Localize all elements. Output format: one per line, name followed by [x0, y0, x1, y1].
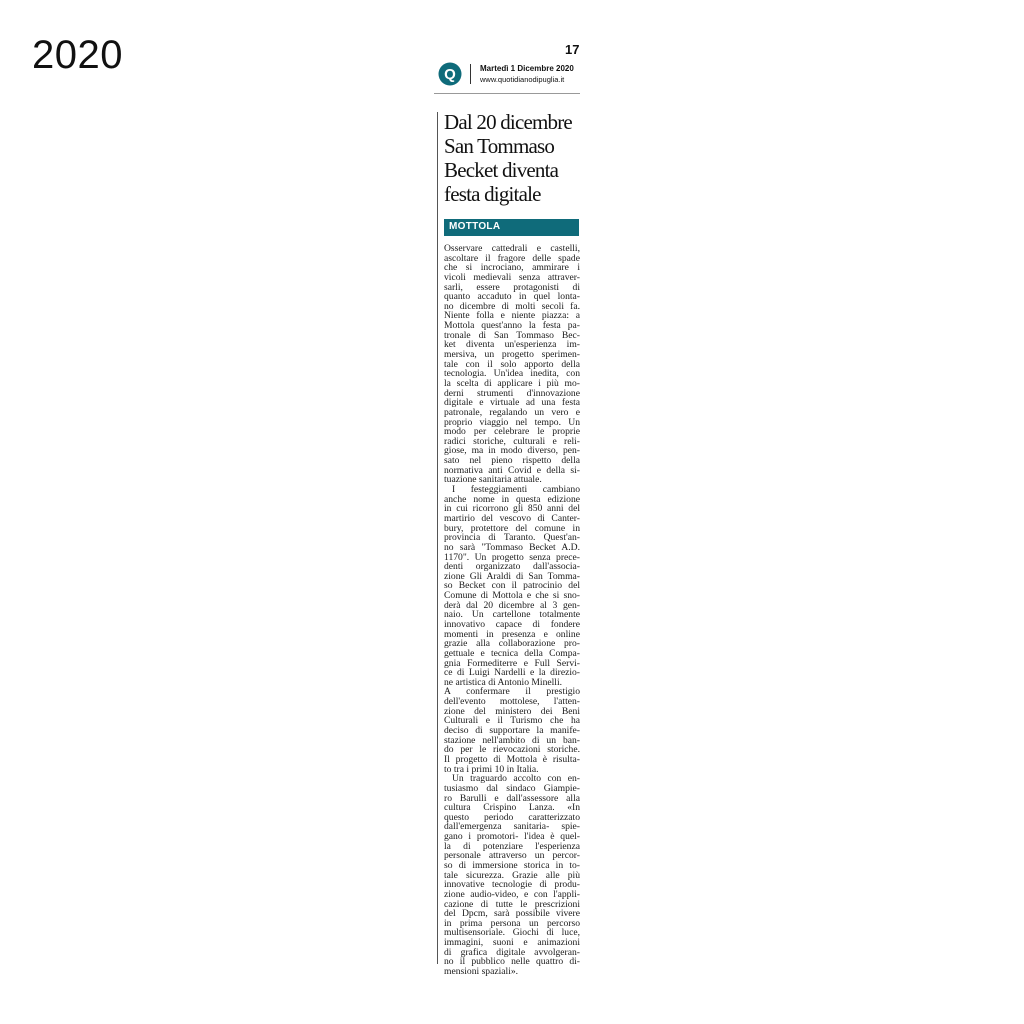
body-line: tale con il solo apporto della — [444, 359, 580, 370]
body-line: no sarà "Tommaso Becket A.D. — [444, 542, 580, 553]
body-line: personale attraverso un percor- — [444, 851, 580, 861]
body-line: Un traguardo accolto con en- — [452, 774, 580, 784]
body-line: ascoltare il fragore delle spade — [444, 253, 580, 264]
body-line: zione audio-video, e con l'appli- — [444, 889, 580, 900]
body-line: in prima persona un percorso — [444, 918, 580, 929]
body-line: vicoli medievali senza attraver- — [444, 272, 580, 283]
article-body — [444, 244, 580, 977]
body-line: 1170". Un progetto senza prece- — [444, 552, 580, 563]
body-line: gnia Formediterre e Full Servi- — [444, 658, 580, 669]
body-line: di grafica digitale avvolgeran- — [444, 947, 580, 958]
body-line: la di potenziare l'esperienza — [444, 841, 580, 852]
body-line: radici storiche, culturali e reli- — [444, 436, 580, 447]
masthead — [434, 60, 580, 90]
body-line: Culturali e il Turismo che ha — [444, 716, 580, 727]
headline-line: Dal 20 dicembre — [444, 110, 572, 134]
body-line: do per le rievocazioni storiche. — [444, 745, 580, 755]
body-line: Niente folla e niente piazza: a — [444, 311, 580, 322]
body-line: derni strumenti d'innovazione — [444, 388, 580, 399]
body-line: patronale, regalando un vero e — [444, 407, 580, 418]
masthead-divider — [470, 64, 471, 84]
body-line: deciso di supportare la manife- — [444, 726, 580, 736]
body-line: anche nome in questa edizione — [444, 494, 580, 505]
body-line: ket diventa un'esperienza im- — [444, 340, 580, 351]
body-line: dall'emergenza sanitaria- spie- — [444, 822, 580, 833]
body-line: naio. Un cartellone totalmente — [444, 610, 580, 620]
body-line: innovativo capace di fondere — [444, 619, 580, 630]
body-line: no il pubblico nelle quattro di- — [444, 957, 580, 968]
page-number: 17 — [565, 42, 580, 57]
body-line: so Becket con il patrocinio del — [444, 581, 580, 592]
body-line: martirio del vescovo di Canter- — [444, 513, 580, 524]
headline-line: San Tommaso — [444, 134, 555, 158]
body-line: sarli, essere protagonisti di — [444, 282, 580, 293]
masthead-url: www.quotidianodipuglia.it — [480, 75, 565, 84]
body-line: stazione nell'ambito di un ban- — [444, 735, 580, 746]
section-bar — [444, 219, 579, 236]
body-line: tecnologia. Un'idea inedita, con — [444, 369, 580, 379]
body-line: Il progetto di Mottola è risulta- — [444, 754, 580, 765]
body-line: tale sicurezza. Grazie alle più — [444, 870, 580, 881]
body-line: proprio viaggio nel tempo. Un — [444, 417, 580, 428]
body-line: mersiva, un progetto sperimen- — [444, 350, 580, 360]
body-line: denti organizzato dall'associa- — [444, 562, 580, 572]
article-left-rule — [437, 112, 438, 964]
body-line: tronale di San Tommaso Bec- — [444, 330, 580, 341]
body-line: cazione di tutte le prescrizioni — [444, 899, 580, 910]
body-line: grazie alla collaborazione pro- — [444, 639, 580, 649]
body-line: ne artistica di Antonio Minelli. — [444, 677, 563, 688]
body-line: no dicembre di molti secoli fa. — [444, 301, 580, 312]
article-headline — [444, 110, 584, 206]
body-line: cultura Crispino Lanza. «In — [444, 803, 580, 813]
logo-letter: Q — [444, 66, 456, 83]
body-line: sato nel pieno rispetto della — [444, 456, 580, 466]
body-line: Osservare cattedrali e castelli, — [444, 244, 580, 254]
body-line: modo per celebrare le proprie — [444, 427, 580, 437]
body-line: gano i promotori- l'idea è quel- — [444, 832, 580, 842]
body-line: dell'evento mottolese, l'atten- — [444, 697, 580, 707]
body-line: tusiasmo dal sindaco Giampie- — [444, 783, 580, 794]
body-line: bury, protettore del comune in — [444, 523, 580, 534]
body-line: giose, ma in modo diverso, pen- — [444, 446, 580, 457]
body-line: questo periodo caratterizzato — [444, 812, 580, 823]
body-line: quanto accaduto in quel lonta- — [444, 292, 580, 302]
body-line: zione del ministero dei Beni — [444, 706, 580, 717]
body-line: so di immersione storica in to- — [444, 861, 580, 871]
body-line: momenti in presenza e online — [444, 629, 580, 640]
body-line: A confermare il prestigio — [444, 687, 580, 698]
body-line: digitale e virtuale ad una festa — [444, 398, 580, 408]
section-label: MOTTOLA — [449, 221, 501, 232]
body-line: normativa anti Covid e della si- — [444, 465, 580, 476]
masthead-date: Martedì 1 Dicembre 2020 — [480, 64, 574, 73]
body-line: mensioni spaziali». — [444, 967, 519, 977]
body-line: del Dpcm, sarà possibile vivere — [444, 909, 580, 919]
body-line: to tra i primi 10 in Italia. — [444, 764, 539, 775]
year-label: 2020 — [32, 33, 123, 77]
body-line: ce di Luigi Nardelli e la direzio- — [444, 668, 580, 678]
body-line: I festeggiamenti cambiano — [452, 485, 580, 495]
body-line: innovative tecnologie di produ- — [444, 880, 580, 890]
body-line: Comune di Mottola e che si sno- — [444, 591, 580, 601]
body-line: tuazione sanitaria attuale. — [444, 475, 542, 486]
headline-line: festa digitale — [444, 182, 541, 206]
body-line: ro Barulli e dall'assessore alla — [444, 793, 580, 804]
body-line: derà dal 20 dicembre al 3 gen- — [444, 600, 580, 611]
body-line: Mottola quest'anno la festa pa- — [444, 321, 580, 331]
newspaper-logo-icon — [438, 62, 462, 86]
body-line: che si incrociano, ammirare i — [444, 263, 580, 273]
body-line: la scelta di applicare i più mo- — [444, 378, 580, 389]
body-line: in cui ricorrono gli 850 anni del — [444, 504, 580, 514]
body-line: provincia di Taranto. Quest'an- — [444, 533, 580, 543]
body-line: immagini, suoni e animazioni — [444, 938, 580, 948]
masthead-rule — [434, 93, 580, 94]
headline-line: Becket diventa — [444, 158, 559, 182]
body-line: multisensoriale. Giochi di luce, — [444, 928, 580, 939]
body-line: zione Gli Araldi di San Tomma- — [444, 571, 580, 582]
body-line: gettuale e tecnica della Compa- — [444, 648, 580, 659]
